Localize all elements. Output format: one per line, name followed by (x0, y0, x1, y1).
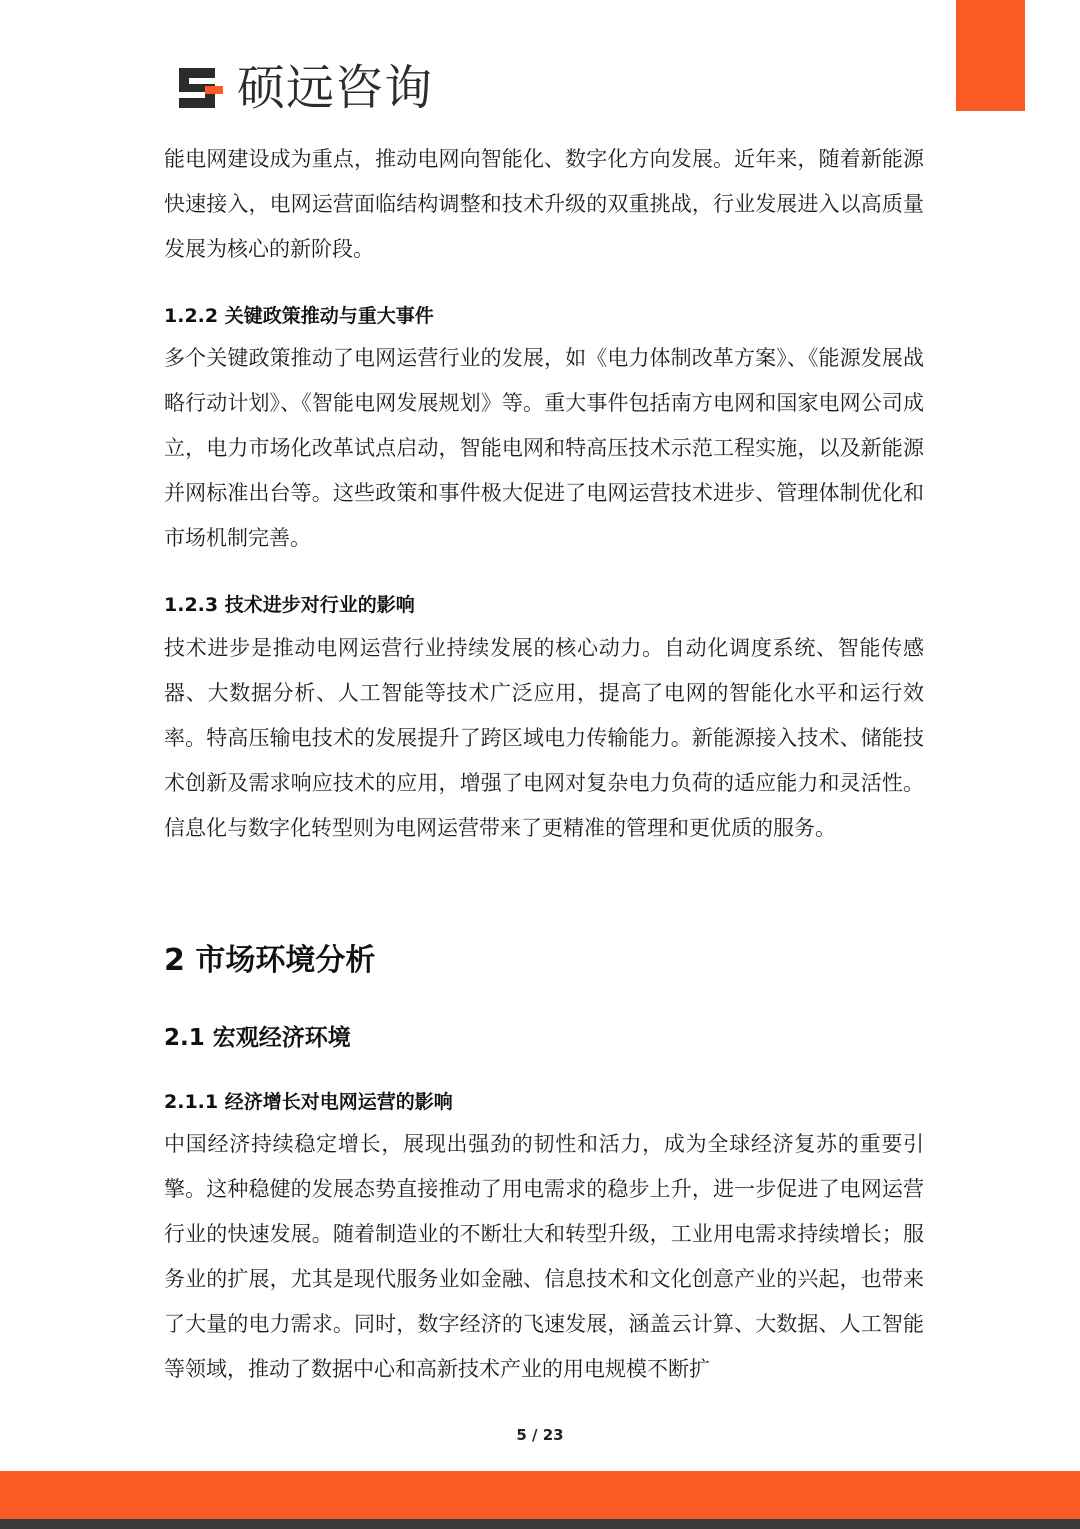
heading-2-1: 2.1 宏观经济环境 (164, 1025, 351, 1051)
corner-accent-tab (956, 0, 1025, 111)
page-number: 5 / 23 (516, 1426, 564, 1444)
paragraph-1-2-2: 多个关键政策推动了电网运营行业的发展，如《电力体制改革方案》、《能源发展战略行动计划》、《智能电网发展规划》等。重大事件包括南方电网和国家电网公司成立，电力市场化改革试点启动，智能电网和特高压技术示范工程实施，以及新能源并网标准出台等。这些政策和事件极大促进了电网运营技术进步、管理体制优化和市场机制完善。 (164, 346, 924, 550)
heading-1-2-2: 1.2.2 关键政策推动与重大事件 (164, 305, 434, 327)
paragraph-1-2-3: 技术进步是推动电网运营行业持续发展的核心动力。自动化调度系统、智能传感器、大数据分析、人工智能等技术广泛应用，提高了电网的智能化水平和运行效率。特高压输电技术的发展提升了跨区域电力传输能力。新能源接入技术、储能技术创新及需求响应技术的应用，增强了电网对复杂电力负荷的适应能力和灵活性。信息化与数字化转型则为电网运营带来了更精准的管理和更优质的服务。 (164, 636, 924, 840)
heading-1-2-3: 1.2.3 技术进步对行业的影响 (164, 594, 415, 616)
brand-logo (175, 60, 433, 116)
intro-paragraph: 能电网建设成为重点，推动电网向智能化、数字化方向发展。近年来，随着新能源快速接入，电网运营面临结构调整和技术升级的双重挑战，行业发展进入以高质量发展为核心的新阶段。 (164, 147, 924, 261)
chapter-2-title: 2 市场环境分析 (164, 943, 376, 978)
paragraph-2-1-1: 中国经济持续稳定增长，展现出强劲的韧性和活力，成为全球经济复苏的重要引擎。这种稳健的发展态势直接推动了用电需求的稳步上升，进一步促进了电网运营行业的快速发展。随着制造业的不断壮大和转型升级，工业用电需求持续增长；服务业的扩展，尤其是现代服务业如金融、信息技术和文化创意产业的兴起，也带来了大量的电力需求。同时，数字经济的飞速发展，涵盖云计算、大数据、人工智能等领域，推动了数据中心和高新技术产业的用电规模不断扩 (164, 1132, 924, 1381)
heading-2-1-1: 2.1.1 经济增长对电网运营的影响 (164, 1091, 453, 1113)
brand-name: 硕远咨询 (237, 60, 434, 116)
footer-dark-strip (0, 1519, 1080, 1529)
brand-s-icon (175, 62, 227, 114)
